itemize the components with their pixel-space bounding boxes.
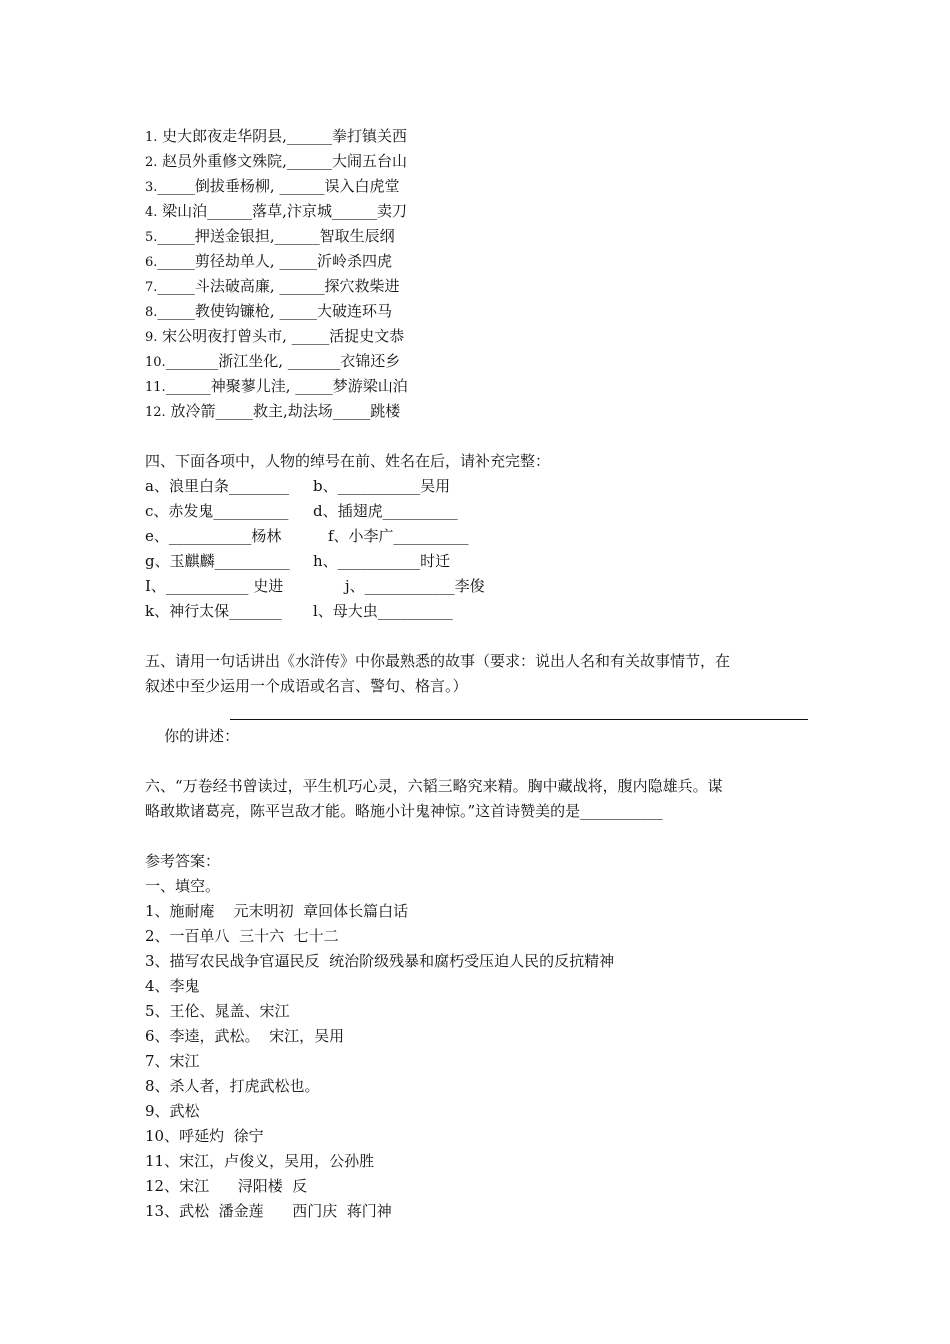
item-text: _____教使钩镰枪, _____大破连环马 <box>157 302 392 320</box>
answer-blank-line <box>230 719 808 720</box>
list-item <box>145 174 399 199</box>
section6-line2: 略敢欺诸葛亮，陈平岂敌才能。略施小计鬼神惊。”这首诗赞美的是___________ <box>145 802 663 820</box>
answer-item: 2、一百单八 三十六 七十二 <box>145 927 339 945</box>
answers-section-title: 一、填空。 <box>145 877 221 895</box>
answer-item: 4、李鬼 <box>145 977 200 995</box>
answer-item: 8、杀人者，打虎武松也。 <box>145 1077 320 1095</box>
answer-item: 5、王伦、晁盖、宋江 <box>145 1002 290 1020</box>
item-text: _____倒拔垂杨柳, ______误入白虎堂 <box>157 177 400 195</box>
table-row <box>145 599 810 624</box>
nickname-left: I、___________ 史进 <box>145 577 284 595</box>
table-row <box>145 549 810 574</box>
item-number: 6. <box>145 255 158 270</box>
section5-answer-row <box>145 699 810 745</box>
item-number: 10. <box>145 355 166 370</box>
answer-item: 13、武松 潘金莲 西门庆 蒋门神 <box>145 1202 392 1220</box>
item-text: _______浙江坐化, _______衣锦还乡 <box>165 352 401 370</box>
nickname-left: a、浪里白条________ <box>145 477 289 495</box>
answer-item: 7、宋江 <box>145 1052 200 1070</box>
answer-label: 你的讲述： <box>164 727 240 745</box>
nickname-left: c、赤发鬼__________ <box>145 502 289 520</box>
list-item <box>145 224 395 249</box>
item-text: 史大郎夜走华阴县,______拳打镇关西 <box>157 127 407 145</box>
section4-heading: 四、下面各项中，人物的绰号在前、姓名在后，请补充完整： <box>145 452 551 470</box>
nickname-left: k、神行太保_______ <box>145 602 282 620</box>
answers-title: 参考答案： <box>145 852 221 870</box>
answer-item: 1、施耐庵 元末明初 章回体长篇白话 <box>145 902 409 920</box>
section5-prompt-line1: 五、请用一句话讲出《水浒传》中你最熟悉的故事（要求：说出人名和有关故事情节，在 <box>145 652 731 670</box>
nickname-right: h、___________时迁 <box>313 552 451 570</box>
table-row <box>145 524 810 549</box>
item-number: 7. <box>145 280 158 295</box>
list-item <box>145 399 400 424</box>
item-number: 8. <box>145 305 158 320</box>
item-number: 3. <box>145 180 158 195</box>
nickname-left: g、玉麒麟__________ <box>145 552 290 570</box>
nickname-right: l、母大虫__________ <box>313 602 453 620</box>
item-text: _____斗法破高廉, ______探穴救柴进 <box>157 277 400 295</box>
item-number: 1. <box>145 130 158 145</box>
answer-item: 12、宋江 浔阳楼 反 <box>145 1177 308 1195</box>
list-item <box>145 299 392 324</box>
table-row <box>145 574 810 599</box>
item-number: 9. <box>145 330 158 345</box>
item-text: 宋公明夜打曾头市, _____活捉史文恭 <box>157 327 405 345</box>
list-item <box>145 324 404 349</box>
answer-item: 6、李逵，武松。 宋江，吴用 <box>145 1027 345 1045</box>
answer-item: 3、描写农民战争官逼民反 统治阶级残暴和腐朽受压迫人民的反抗精神 <box>145 952 615 970</box>
item-text: _____押送金银担,______智取生辰纲 <box>157 227 395 245</box>
section6-line1: 六、“万卷经书曾读过，平生机巧心灵，六韬三略究来精。胸中藏战将，腹内隐雄兵。谋 <box>145 777 723 795</box>
answer-item: 11、宋江，卢俊义，吴用，公孙胜 <box>145 1152 375 1170</box>
list-item <box>145 274 399 299</box>
list-item <box>145 199 407 224</box>
nickname-right: d、插翅虎__________ <box>313 502 458 520</box>
item-number: 2. <box>145 155 158 170</box>
list-item <box>145 249 392 274</box>
table-row <box>145 499 810 524</box>
item-text: 梁山泊______落草,汴京城______卖刀 <box>157 202 407 220</box>
list-item <box>145 374 408 399</box>
item-text: _____剪径劫单人, _____沂岭杀四虎 <box>157 252 392 270</box>
section5-prompt-line2: 叙述中至少运用一个成语或名言、警句、格言。） <box>145 677 468 695</box>
nickname-right: b、___________吴用 <box>313 477 451 495</box>
item-number: 5. <box>145 230 158 245</box>
answer-item: 10、呼延灼 徐宁 <box>145 1127 264 1145</box>
item-text: 赵员外重修文殊院,______大闹五台山 <box>157 152 407 170</box>
nickname-left: e、___________杨林 <box>145 527 282 545</box>
table-row <box>145 474 810 499</box>
list-item <box>145 149 407 174</box>
item-number: 12. <box>145 405 166 420</box>
list-item <box>145 349 400 374</box>
answer-item: 9、武松 <box>145 1102 200 1120</box>
list-item <box>145 124 407 149</box>
item-number: 11. <box>145 380 166 395</box>
item-text: ______神聚蓼儿洼, _____梦游梁山泊 <box>165 377 408 395</box>
item-number: 4. <box>145 205 158 220</box>
nickname-right: j、____________李俊 <box>345 577 485 595</box>
item-text: 放冷箭_____救主,劫法场_____跳楼 <box>165 402 401 420</box>
nickname-right: f、小李广__________ <box>328 527 469 545</box>
